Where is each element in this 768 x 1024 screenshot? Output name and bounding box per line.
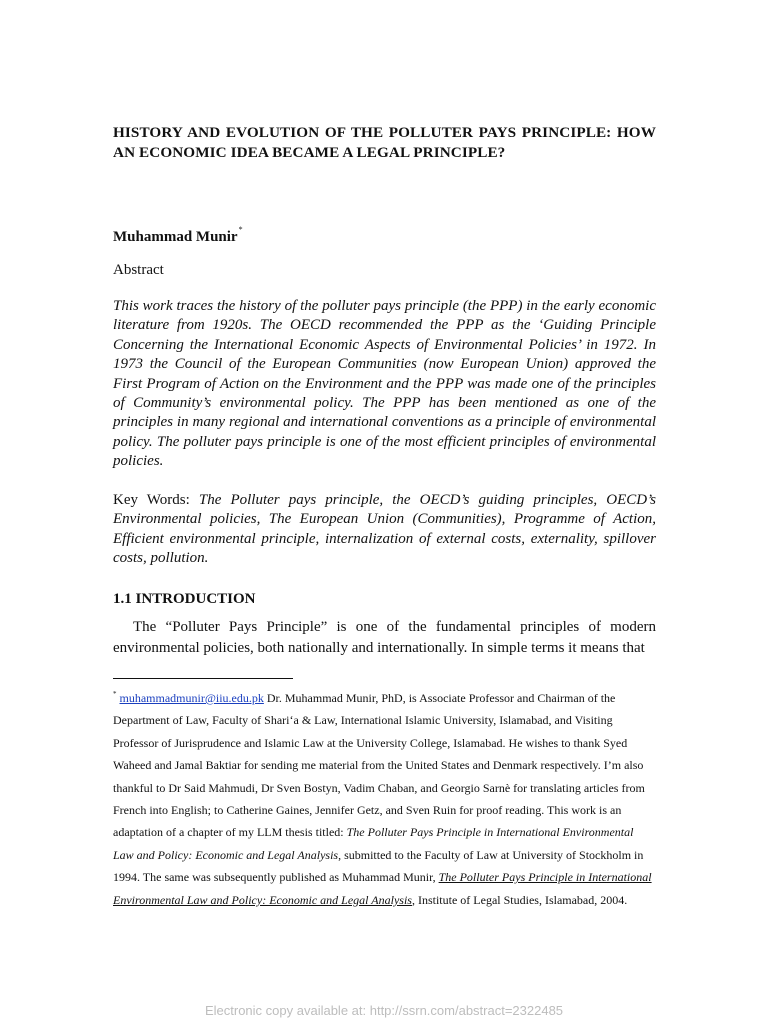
keywords-label: Key Words: xyxy=(113,492,199,508)
author-name-text: Muhammad Munir xyxy=(113,229,238,245)
keywords-text: The Polluter pays principle, the OECD’s guiding principles, OECD’s Environmental policies, The European Union (Communities), Programme of Action, Efficient environmental principle, internalization of external costs, externality, spillover costs, pollution. xyxy=(113,492,656,567)
author-email-link[interactable]: muhammadmunir@iiu.edu.pk xyxy=(119,691,264,705)
footnote-text-2: , submitted to the Faculty of Law at University of Stockholm in 1994. The same was subsequently published as Muhammad Munir, xyxy=(113,847,644,885)
section-heading: 1.1 INTRODUCTION xyxy=(113,591,256,607)
footnote-mark: * xyxy=(113,690,117,698)
footnote-divider xyxy=(113,678,293,679)
thesis-title: The Polluter Pays Principle in International Environmental Law and Policy: Economic and Legal Analysis xyxy=(113,825,634,862)
book-title: The Polluter Pays Principle in International Environmental Law and Policy: Economic and Legal Analysis xyxy=(113,870,652,907)
author-footnote-mark[interactable]: * xyxy=(238,225,243,234)
author-name xyxy=(113,220,656,247)
footnote-text-3: , Institute of Legal Studies, Islamabad, 2004. xyxy=(411,892,628,907)
ssrn-watermark: Electronic copy available at: http://ssrn.com/abstract=2322485 xyxy=(204,1003,564,1018)
abstract-label: Abstract xyxy=(113,262,164,278)
abstract-text: This work traces the history of the polluter pays principle (the PPP) in the early economic literature from 1920s. The OECD recommended the PPP as the ‘Guiding Principle Concerning the International Economic Aspects of Environmental Policies’ in 1972. In 1973 the Council of the European Communities (now European Union) approved the First Program of Action on the Environment and the PPP was made one of the principles of Community’s environmental policy. The PPP has been mentioned as one of the principles in many regional and international conventions as a principle of environmental policy. The polluter pays principle is one of the most efficient principles of environmental policies. xyxy=(113,298,656,470)
footnote-text-1: Dr. Muhammad Munir, PhD, is Associate Professor and Chairman of the Department of Law, Faculty of Shari‘a & Law, International Islamic University, Islamabad, and Visiting Professor of Jurisprudence and Islamic Law at the University College, Islamabad. He wishes to thank Syed Waheed and Jamal Baktiar for sending me material from the United States and Denmark respectively. I’m also thankful to Dr Said Mahmudi, Dr Sven Bostyn, Vadim Chaban, and Georgio Sarnè for translating articles from French into English; to Catherine Gaines, Jennifer Getz, and Sven Ruin for proof reading. This work is an adaptation of a chapter of my LLM thesis titled: xyxy=(113,691,645,840)
intro-paragraph: The “Polluter Pays Principle” is one of the fundamental principles of modern environmental policies, both nationally and internationally. In simple terms it means that xyxy=(113,619,656,656)
keywords xyxy=(113,491,656,569)
footnote xyxy=(113,683,656,911)
paper-title: HISTORY AND EVOLUTION OF THE POLLUTER PAYS PRINCIPLE: HOW AN ECONOMIC IDEA BECAME A LEGAL PRINCIPLE? xyxy=(113,124,656,161)
